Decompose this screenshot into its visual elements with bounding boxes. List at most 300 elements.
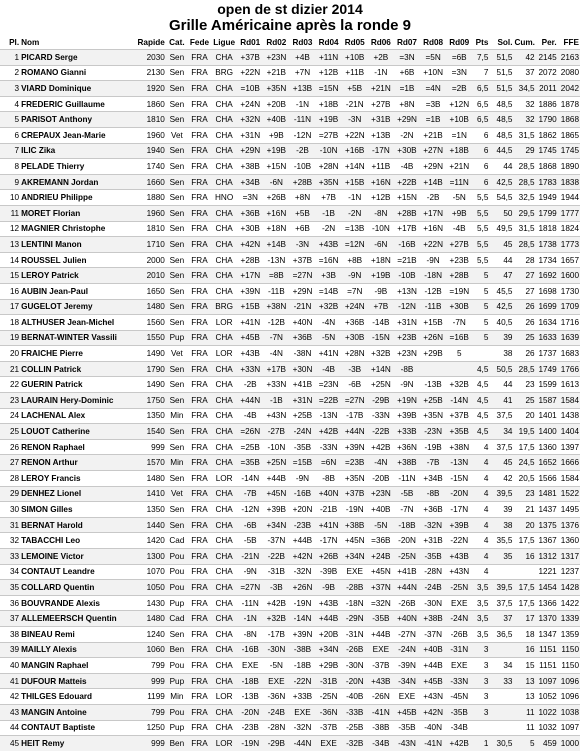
table-row bbox=[0, 471, 580, 487]
column-header: Ligue bbox=[213, 37, 236, 47]
table-cell: -4B bbox=[237, 408, 263, 424]
table-cell: -12B bbox=[263, 315, 289, 331]
table-cell: 1749 bbox=[536, 361, 558, 377]
table-cell: +22N bbox=[237, 65, 263, 81]
table-cell: 3,5 bbox=[472, 595, 489, 611]
table-cell: 3 bbox=[472, 658, 489, 674]
table-cell: 1367 bbox=[536, 533, 558, 549]
table-row bbox=[0, 315, 580, 331]
table-cell: 4,5 bbox=[472, 393, 489, 409]
table-cell: EXE bbox=[446, 658, 472, 674]
table-cell bbox=[472, 346, 489, 362]
table-cell: +21N bbox=[446, 159, 472, 175]
table-row bbox=[0, 299, 580, 315]
table-cell: +33B bbox=[289, 689, 315, 705]
table-cell: +40N bbox=[316, 486, 342, 502]
column-header: Rd05 bbox=[344, 37, 365, 47]
table-cell: FRA bbox=[188, 50, 211, 66]
table-cell: 1430 bbox=[133, 595, 166, 611]
table-cell: =15N bbox=[316, 81, 342, 97]
table-cell: +40B bbox=[368, 502, 394, 518]
table-cell: -25B bbox=[342, 720, 368, 736]
table-cell: =16B bbox=[446, 330, 472, 346]
table-cell: 1824 bbox=[558, 221, 580, 237]
table-cell: Vet bbox=[166, 346, 188, 362]
table-cell bbox=[420, 361, 446, 377]
table-cell: 42 bbox=[489, 471, 513, 487]
table-cell: -31B bbox=[263, 564, 289, 580]
table-cell: 1481 bbox=[536, 486, 558, 502]
table-cell: -1N bbox=[342, 190, 368, 206]
table-cell: +32N bbox=[237, 112, 263, 128]
table-cell: =27N bbox=[342, 393, 368, 409]
player-name-cell: ROMANO Gianni bbox=[20, 65, 133, 81]
table-cell: 26 bbox=[513, 315, 535, 331]
table-cell: 1920 bbox=[133, 81, 166, 97]
table-cell: =15B bbox=[289, 455, 315, 471]
table-cell: 39,5 bbox=[489, 580, 513, 596]
table-cell: +42N bbox=[289, 549, 315, 565]
table-cell: 1360 bbox=[558, 533, 580, 549]
table-row bbox=[0, 159, 580, 175]
table-cell: +39N bbox=[289, 626, 315, 642]
table-cell: 1657 bbox=[558, 252, 580, 268]
table-cell: +30B bbox=[394, 143, 420, 159]
table-cell: CHA bbox=[211, 564, 237, 580]
table-cell: 1366 bbox=[536, 595, 558, 611]
table-cell: 44 bbox=[0, 720, 20, 736]
table-cell: FRA bbox=[188, 471, 211, 487]
table-cell: 37,5 bbox=[489, 408, 513, 424]
table-cell: +38N bbox=[446, 439, 472, 455]
table-cell: Sen bbox=[166, 361, 188, 377]
table-cell: =16N bbox=[316, 252, 342, 268]
table-cell: 1151 bbox=[536, 658, 558, 674]
player-name-cell: TABACCHI Leo bbox=[20, 533, 133, 549]
table-cell: =22B bbox=[316, 393, 342, 409]
table-cell: 1000 bbox=[558, 736, 580, 751]
table-cell: 5 bbox=[513, 736, 535, 751]
table-cell: +20B bbox=[316, 626, 342, 642]
table-cell: CHA bbox=[211, 611, 237, 627]
table-cell: -10N bbox=[368, 221, 394, 237]
table-cell: +36B bbox=[289, 330, 315, 346]
table-cell: 28,5 bbox=[513, 361, 535, 377]
table-cell: 4 bbox=[472, 471, 489, 487]
table-cell: +15N bbox=[263, 159, 289, 175]
table-cell: -23B bbox=[237, 720, 263, 736]
table-cell: +44B bbox=[263, 471, 289, 487]
table-cell: +44N bbox=[237, 393, 263, 409]
table-cell: -11B bbox=[263, 283, 289, 299]
table-cell: FRA bbox=[188, 393, 211, 409]
table-cell: 31 bbox=[0, 517, 20, 533]
table-cell: 29 bbox=[0, 486, 20, 502]
table-cell: -12N bbox=[237, 502, 263, 518]
table-cell: -8N bbox=[368, 205, 394, 221]
player-name-cell: COLLIN Patrick bbox=[20, 361, 133, 377]
table-cell: 27 bbox=[0, 455, 20, 471]
player-name-cell: RENON Arthur bbox=[20, 455, 133, 471]
player-name-cell: VIARD Dominique bbox=[20, 81, 133, 97]
table-cell: -9B bbox=[368, 283, 394, 299]
table-cell: -25N bbox=[394, 549, 420, 565]
table-cell: FRA bbox=[188, 549, 211, 565]
table-cell: +7B bbox=[368, 299, 394, 315]
table-cell: 1096 bbox=[558, 689, 580, 705]
table-cell: -7B bbox=[420, 455, 446, 471]
table-cell: 1 bbox=[472, 736, 489, 751]
table-cell: -5N bbox=[446, 190, 472, 206]
table-cell: -19N bbox=[237, 736, 263, 751]
table-cell: =10B bbox=[237, 81, 263, 97]
table-cell: 33 bbox=[489, 673, 513, 689]
column-header: Rapide bbox=[137, 37, 165, 47]
table-cell: CHA bbox=[211, 143, 237, 159]
table-cell: FRA bbox=[188, 299, 211, 315]
table-cell: 50,5 bbox=[489, 361, 513, 377]
table-cell: FRA bbox=[188, 595, 211, 611]
table-cell: 20 bbox=[513, 408, 535, 424]
table-cell: -27B bbox=[263, 424, 289, 440]
table-cell: =6N bbox=[316, 455, 342, 471]
table-cell: 1783 bbox=[536, 174, 558, 190]
table-cell: 1660 bbox=[133, 174, 166, 190]
table-cell: 30,5 bbox=[489, 736, 513, 751]
table-cell: FRA bbox=[188, 65, 211, 81]
table-cell: Sen bbox=[166, 50, 188, 66]
table-cell: -20N bbox=[342, 673, 368, 689]
table-cell: -37B bbox=[316, 720, 342, 736]
table-cell: Sen bbox=[166, 315, 188, 331]
table-cell: 2080 bbox=[558, 65, 580, 81]
table-cell: -41N bbox=[368, 704, 394, 720]
table-cell: CHA bbox=[211, 81, 237, 97]
table-cell: +32B bbox=[263, 611, 289, 627]
table-cell: -30N bbox=[263, 642, 289, 658]
table-cell: =5N bbox=[420, 50, 446, 66]
table-cell: -24N bbox=[289, 424, 315, 440]
table-cell: +10B bbox=[446, 112, 472, 128]
table-cell: -1N bbox=[289, 96, 315, 112]
table-cell: LOR bbox=[211, 736, 237, 751]
table-cell: +30B bbox=[237, 221, 263, 237]
table-cell: +19B bbox=[263, 143, 289, 159]
table-cell: 2163 bbox=[558, 50, 580, 66]
table-cell: +13N bbox=[394, 283, 420, 299]
table-cell: 1428 bbox=[558, 580, 580, 596]
table-cell: 39 bbox=[0, 642, 20, 658]
table-cell: +19B bbox=[368, 268, 394, 284]
table-cell: 1639 bbox=[558, 330, 580, 346]
table-cell: +29N bbox=[289, 283, 315, 299]
table-cell: +29N bbox=[394, 112, 420, 128]
table-cell: -2N bbox=[316, 221, 342, 237]
table-cell: 1878 bbox=[558, 96, 580, 112]
table-cell: +4B bbox=[289, 50, 315, 66]
table-cell: 4,5 bbox=[472, 377, 489, 393]
table-cell: -32N bbox=[289, 564, 315, 580]
table-row bbox=[0, 595, 580, 611]
table-cell: +30N bbox=[289, 361, 315, 377]
table-row bbox=[0, 268, 580, 284]
table-cell: -24B bbox=[420, 580, 446, 596]
table-cell: +45B bbox=[420, 673, 446, 689]
table-cell: FRA bbox=[188, 346, 211, 362]
table-cell: 48,5 bbox=[489, 96, 513, 112]
page-subtitle: Grille Américaine après la ronde 9 bbox=[168, 17, 412, 34]
column-header: Rd03 bbox=[292, 37, 313, 47]
table-cell: -8B bbox=[394, 361, 420, 377]
table-cell: 3,5 bbox=[472, 626, 489, 642]
table-cell: 1151 bbox=[536, 642, 558, 658]
table-cell: -24N bbox=[394, 642, 420, 658]
table-cell: =26N bbox=[237, 424, 263, 440]
table-cell: +43N bbox=[263, 408, 289, 424]
table-row bbox=[0, 377, 580, 393]
table-cell: +11B bbox=[342, 65, 368, 81]
table-cell: -34N bbox=[394, 673, 420, 689]
table-cell: -4N bbox=[263, 346, 289, 362]
table-cell: =36B bbox=[368, 533, 394, 549]
table-row bbox=[0, 361, 580, 377]
table-cell: 49,5 bbox=[489, 221, 513, 237]
player-name-cell: MANGIN Raphael bbox=[20, 658, 133, 674]
table-row bbox=[0, 486, 580, 502]
table-cell: +42B bbox=[316, 424, 342, 440]
table-cell: +11N bbox=[316, 50, 342, 66]
table-cell: 18 bbox=[513, 626, 535, 642]
table-cell: +36B bbox=[237, 205, 263, 221]
table-cell: +43B bbox=[237, 346, 263, 362]
table-cell: +29N bbox=[420, 159, 446, 175]
table-cell: 6 bbox=[472, 159, 489, 175]
column-header: Cum. bbox=[514, 37, 535, 47]
table-cell: Sen bbox=[166, 502, 188, 518]
table-cell: =23B bbox=[342, 455, 368, 471]
table-cell: 37,5 bbox=[489, 595, 513, 611]
table-row bbox=[0, 564, 580, 580]
table-cell: 4 bbox=[472, 439, 489, 455]
table-cell: EXE bbox=[342, 564, 368, 580]
table-cell: +37B bbox=[289, 252, 315, 268]
table-cell: FRA bbox=[188, 268, 211, 284]
table-cell: -5N bbox=[368, 517, 394, 533]
table-cell: 1810 bbox=[133, 112, 166, 128]
table-cell: 25 bbox=[513, 393, 535, 409]
table-cell: +18B bbox=[446, 143, 472, 159]
table-cell: 1716 bbox=[558, 315, 580, 331]
table-cell: -25N bbox=[316, 689, 342, 705]
table-cell: +20B bbox=[263, 96, 289, 112]
table-cell: +26B bbox=[316, 549, 342, 565]
table-cell: +36B bbox=[420, 502, 446, 518]
table-cell: +20N bbox=[289, 502, 315, 518]
table-cell: 50 bbox=[489, 205, 513, 221]
table-cell: -27N bbox=[394, 626, 420, 642]
table-cell: -2B bbox=[420, 190, 446, 206]
table-cell: -22B bbox=[263, 549, 289, 565]
player-name-cell: DENHEZ Lionel bbox=[20, 486, 133, 502]
table-cell: Min bbox=[166, 455, 188, 471]
table-cell: Sen bbox=[166, 517, 188, 533]
table-cell: 1886 bbox=[536, 96, 558, 112]
table-row bbox=[0, 689, 580, 705]
table-cell: 29,5 bbox=[513, 205, 535, 221]
table-cell: 1868 bbox=[558, 112, 580, 128]
table-cell: Pup bbox=[166, 330, 188, 346]
table-cell: +42N bbox=[420, 704, 446, 720]
table-cell: CHA bbox=[211, 533, 237, 549]
table-cell: +18B bbox=[316, 96, 342, 112]
table-cell: 20 bbox=[513, 517, 535, 533]
column-header: Cat. bbox=[169, 37, 185, 47]
table-cell: -39B bbox=[316, 564, 342, 580]
table-cell: -37B bbox=[368, 658, 394, 674]
table-cell: FRA bbox=[188, 377, 211, 393]
table-cell: 39 bbox=[489, 330, 513, 346]
table-cell: 1738 bbox=[536, 237, 558, 253]
table-cell: +23B bbox=[394, 330, 420, 346]
table-cell: -11B bbox=[420, 299, 446, 315]
table-cell: +39N bbox=[342, 439, 368, 455]
table-cell: FRA bbox=[188, 424, 211, 440]
table-cell: 1862 bbox=[536, 127, 558, 143]
table-cell: 37 bbox=[513, 65, 535, 81]
table-cell: -13N bbox=[316, 408, 342, 424]
table-row bbox=[0, 252, 580, 268]
table-cell: -7N bbox=[394, 502, 420, 518]
table-cell: -22N bbox=[446, 533, 472, 549]
table-cell: Min bbox=[166, 689, 188, 705]
table-cell: 1868 bbox=[536, 159, 558, 175]
table-cell: -35B bbox=[289, 439, 315, 455]
table-cell: -9B bbox=[316, 580, 342, 596]
table-cell: -38B bbox=[289, 642, 315, 658]
table-cell: -18N bbox=[342, 595, 368, 611]
table-cell: 1495 bbox=[558, 502, 580, 518]
table-cell: +28B bbox=[237, 252, 263, 268]
table-cell: 26 bbox=[0, 439, 20, 455]
table-cell: -40B bbox=[342, 689, 368, 705]
table-cell: 1359 bbox=[558, 626, 580, 642]
table-cell: Sen bbox=[166, 268, 188, 284]
table-cell: 4 bbox=[472, 549, 489, 565]
column-header: Rd09 bbox=[449, 37, 470, 47]
standings-table bbox=[0, 35, 580, 751]
player-name-cell: BINEAU Remi bbox=[20, 626, 133, 642]
table-cell: =27N bbox=[289, 268, 315, 284]
table-cell: +23N bbox=[263, 50, 289, 66]
table-cell: 5 bbox=[446, 346, 472, 362]
table-cell: +16N bbox=[420, 221, 446, 237]
table-cell: -10B bbox=[289, 159, 315, 175]
table-cell: -12N bbox=[394, 299, 420, 315]
player-name-cell: LENTINI Manon bbox=[20, 237, 133, 253]
table-cell: 38 bbox=[489, 517, 513, 533]
table-cell: -28N bbox=[420, 564, 446, 580]
table-cell: 1339 bbox=[558, 611, 580, 627]
table-cell: 51,5 bbox=[489, 65, 513, 81]
table-cell: -8B bbox=[316, 471, 342, 487]
table-cell: -41N bbox=[420, 736, 446, 751]
table-cell: +14B bbox=[263, 237, 289, 253]
player-name-cell: ROUSSEL Julien bbox=[20, 252, 133, 268]
table-cell: -4B bbox=[446, 221, 472, 237]
player-name-cell: MAILLY Alexis bbox=[20, 642, 133, 658]
table-cell: +38B bbox=[237, 159, 263, 175]
table-cell: +25B bbox=[289, 408, 315, 424]
table-cell: 1880 bbox=[133, 190, 166, 206]
table-cell: 19,5 bbox=[513, 424, 535, 440]
table-cell: -19N bbox=[342, 502, 368, 518]
table-cell: -14N bbox=[289, 611, 315, 627]
table-cell: -26B bbox=[342, 642, 368, 658]
table-cell: +44B bbox=[289, 533, 315, 549]
table-cell: 23 bbox=[513, 486, 535, 502]
table-cell: 32 bbox=[513, 112, 535, 128]
table-cell: -7N bbox=[263, 330, 289, 346]
table-cell: Pou bbox=[166, 704, 188, 720]
table-cell: -33N bbox=[446, 673, 472, 689]
table-cell: 1584 bbox=[558, 393, 580, 409]
table-cell: FRA bbox=[188, 533, 211, 549]
table-cell: 2072 bbox=[536, 65, 558, 81]
table-cell: 21 bbox=[513, 502, 535, 518]
player-name-cell: LACHENAL Alex bbox=[20, 408, 133, 424]
table-cell: 45,5 bbox=[489, 283, 513, 299]
table-cell: -30N bbox=[420, 595, 446, 611]
table-cell: Cad bbox=[166, 611, 188, 627]
table-cell: 1097 bbox=[558, 720, 580, 736]
table-cell: -9N bbox=[237, 564, 263, 580]
table-cell: 28 bbox=[513, 252, 535, 268]
table-cell: FRA bbox=[188, 736, 211, 751]
table-cell: 1699 bbox=[536, 299, 558, 315]
table-cell: -20N bbox=[394, 533, 420, 549]
table-cell: CHA bbox=[211, 127, 237, 143]
table-cell: 2 bbox=[0, 65, 20, 81]
table-cell: -24N bbox=[446, 611, 472, 627]
table-cell: +37B bbox=[446, 408, 472, 424]
table-cell: 21 bbox=[0, 361, 20, 377]
column-header: Rd02 bbox=[266, 37, 287, 47]
table-cell: CHA bbox=[211, 221, 237, 237]
table-cell: 1890 bbox=[558, 159, 580, 175]
table-cell: 1838 bbox=[558, 174, 580, 190]
table-cell: 8 bbox=[0, 159, 20, 175]
table-cell: Sen bbox=[166, 112, 188, 128]
player-name-cell: GUGELOT Jeremy bbox=[20, 299, 133, 315]
column-header: Fede bbox=[189, 37, 210, 47]
table-cell: 43 bbox=[0, 704, 20, 720]
table-cell: 37 bbox=[0, 611, 20, 627]
table-cell: -1B bbox=[316, 205, 342, 221]
table-cell: +17N bbox=[420, 205, 446, 221]
table-cell: Sen bbox=[166, 190, 188, 206]
table-cell: 17,5 bbox=[513, 439, 535, 455]
column-header: Rd08 bbox=[423, 37, 444, 47]
table-cell: -18N bbox=[420, 268, 446, 284]
table-cell: +5B bbox=[342, 81, 368, 97]
table-cell: -26B bbox=[446, 626, 472, 642]
table-cell: FRA bbox=[188, 704, 211, 720]
table-cell: +44B bbox=[368, 626, 394, 642]
table-cell: 2042 bbox=[558, 81, 580, 97]
table-cell: -45N bbox=[446, 689, 472, 705]
table-cell: FRA bbox=[188, 237, 211, 253]
column-header: Per. bbox=[541, 37, 557, 47]
